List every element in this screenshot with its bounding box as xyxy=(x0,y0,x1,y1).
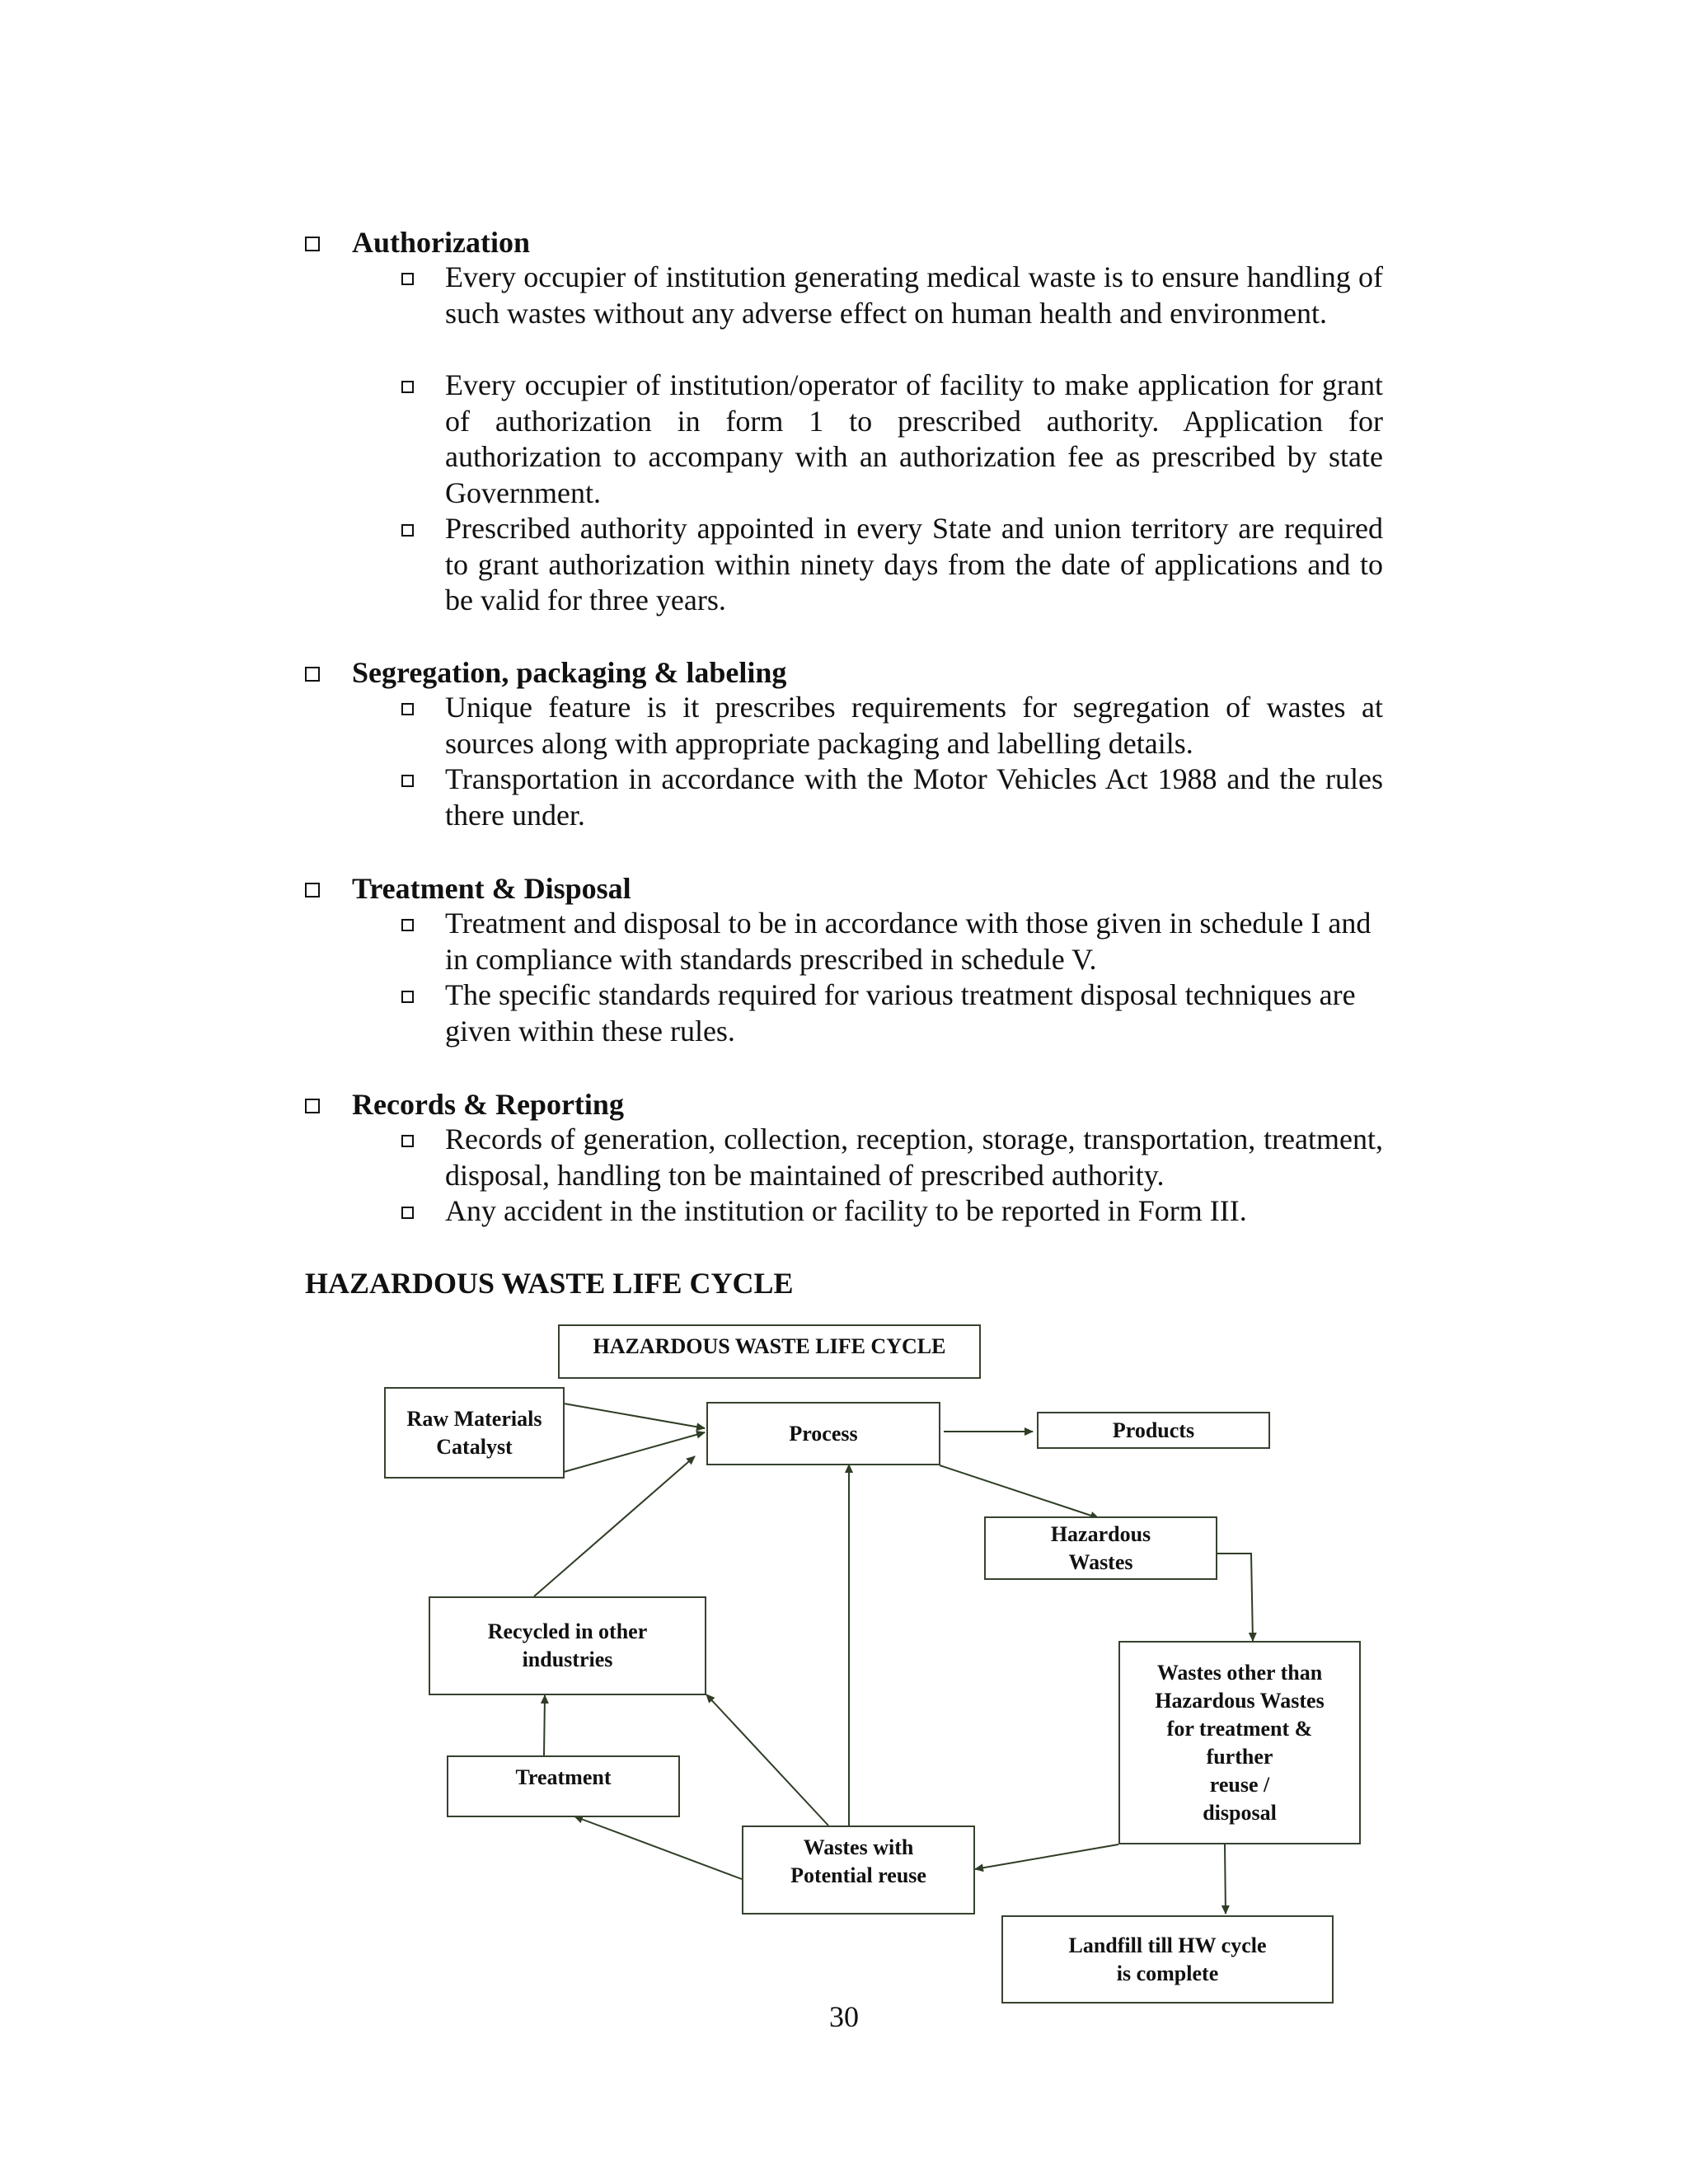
list-item: Every occupier of institution/operator of facility to make application for grant of authorization in form 1 to prescribed authority. Application for authorization to accompany with an authorization fee as prescribed by state Government. xyxy=(445,368,1383,509)
section-title-authorization: Authorization xyxy=(352,226,530,259)
products-box xyxy=(1037,1412,1270,1449)
arrow-process-to-hazardous xyxy=(940,1465,1099,1518)
diagram-title: HAZARDOUS WASTE LIFE CYCLE xyxy=(593,1334,946,1358)
list-item: Transportation in accordance with the Motor Vehicles Act 1988 and the rules there under. xyxy=(445,762,1383,832)
arrow-raw-to-process xyxy=(564,1404,705,1428)
landfill-box xyxy=(1001,1915,1334,2004)
treatment-label: Treatment xyxy=(515,1765,612,1789)
wastes-other-label: Wastes other than Hazardous Wastes for treatment & further reuse / disposal xyxy=(1155,1660,1325,1825)
arrow-treatment-to-recycled xyxy=(544,1695,545,1755)
products-label: Products xyxy=(1112,1418,1195,1442)
arrow-hazardous-to-other xyxy=(1217,1554,1253,1641)
arrow-other-to-landfill xyxy=(1225,1844,1226,1914)
arrow-reuse-to-recycled xyxy=(706,1694,828,1825)
hazardous-wastes-label: Hazardous Wastes xyxy=(1050,1521,1151,1574)
list-item: Prescribed authority appointed in every State and union territory are required to grant authorization within ninety days from the date of applications and to be valid for three years. xyxy=(445,512,1383,616)
diagram-heading: HAZARDOUS WASTE LIFE CYCLE xyxy=(305,1267,794,1300)
arrow-reuse-to-treatment xyxy=(574,1816,742,1879)
list-item: Records of generation, collection, reception, storage, transportation, treatment, disposal, handling ton be maintained of prescribed authority. xyxy=(445,1122,1383,1192)
page-number: 30 xyxy=(829,2000,859,2033)
process-box xyxy=(706,1402,940,1465)
wastes-reuse-box xyxy=(742,1825,975,1915)
landfill-label: Landfill till HW cycle is complete xyxy=(1068,1933,1267,1985)
recycled-label: Recycled in other industries xyxy=(487,1619,648,1671)
hazardous-wastes-box xyxy=(984,1516,1217,1580)
list-item: Any accident in the institution or facility to be reported in Form III. xyxy=(445,1194,1247,1227)
list-item: The specific standards required for various treatment disposal techniques are given within these rules. xyxy=(445,978,1356,1047)
recycled-box xyxy=(429,1596,706,1695)
treatment-box xyxy=(447,1755,680,1817)
raw-materials-label: Raw Materials Catalyst xyxy=(406,1406,542,1459)
section-title-treatment-disposal: Treatment & Disposal xyxy=(352,872,631,905)
process-label: Process xyxy=(789,1421,858,1446)
list-item: Unique feature is it prescribes requirements for segregation of wastes at sources along with appropriate packaging and labelling details. xyxy=(445,691,1383,760)
section-title-segregation: Segregation, packaging & labeling xyxy=(352,656,787,689)
wastes-reuse-label: Wastes with Potential reuse xyxy=(790,1835,926,1887)
wastes-other-box xyxy=(1118,1641,1361,1844)
list-item: Treatment and disposal to be in accordance with those given in schedule I and in compliance with standards prescribed in schedule V. xyxy=(445,907,1372,976)
arrow-other-to-reuse xyxy=(975,1844,1118,1869)
diagram-title-box xyxy=(558,1324,981,1379)
section-title-records-reporting: Records & Reporting xyxy=(352,1088,624,1121)
list-item: Every occupier of institution generating medical waste is to ensure handling of such wastes without any adverse effect on human health and environment. xyxy=(445,260,1383,330)
raw-materials-box xyxy=(384,1387,565,1479)
